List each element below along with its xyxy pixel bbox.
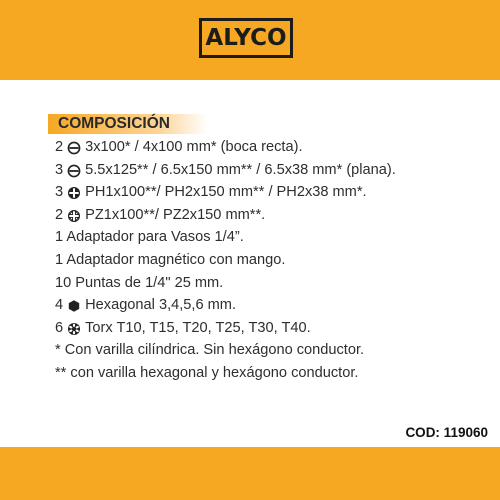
list-item	[55, 294, 495, 317]
item-quantity: 3	[55, 184, 64, 201]
list-item	[55, 249, 495, 272]
slotted-icon	[67, 140, 81, 154]
item-quantity: 3	[55, 161, 64, 178]
list-item	[55, 317, 495, 340]
item-text: PZ1x100**/ PZ2x150 mm**.	[85, 206, 266, 223]
top-banner	[0, 0, 500, 80]
item-text: 3x100* / 4x100 mm* (boca recta).	[85, 139, 303, 155]
item-text: Torx T10, T15, T20, T25, T30, T40.	[85, 319, 311, 336]
item-text: 10 Puntas de 1/4" 25 mm.	[55, 274, 224, 291]
list-item	[55, 159, 495, 182]
list-item	[55, 226, 495, 249]
item-text: 5.5x125** / 6.5x150 mm** / 6.5x38 mm* (plana).	[85, 161, 396, 178]
bottom-banner	[0, 447, 500, 500]
item-quantity: 4	[55, 297, 64, 314]
list-item	[55, 204, 495, 227]
list-item	[55, 272, 495, 295]
torx-icon	[67, 321, 81, 335]
item-quantity: 2	[55, 206, 64, 223]
item-text: * Con varilla cilíndrica. Sin hexágono conductor.	[55, 342, 365, 359]
section-title-bar	[48, 114, 208, 134]
section-title: COMPOSICIÓN	[58, 115, 170, 132]
slotted-icon	[67, 163, 81, 177]
list-item	[55, 339, 495, 362]
list-item	[55, 362, 495, 385]
product-code: COD: 119060	[405, 425, 488, 440]
item-text: 1 Adaptador para Vasos 1/4”.	[55, 229, 244, 246]
phillips-icon	[67, 185, 81, 199]
list-item	[55, 181, 495, 204]
item-text: PH1x100**/ PH2x150 mm** / PH2x38 mm*.	[85, 184, 367, 201]
brand-logo: ALYCO	[199, 18, 293, 58]
pozidriv-icon	[67, 208, 81, 222]
item-quantity: 2	[55, 139, 64, 155]
list-item	[55, 136, 495, 159]
hexagon-icon	[67, 298, 81, 312]
item-text: ** con varilla hexagonal y hexágono conductor.	[55, 364, 359, 381]
composition-list	[55, 136, 495, 385]
item-quantity: 6	[55, 319, 64, 336]
item-text: 1 Adaptador magnético con mango.	[55, 251, 286, 268]
item-text: Hexagonal 3,4,5,6 mm.	[85, 297, 237, 314]
